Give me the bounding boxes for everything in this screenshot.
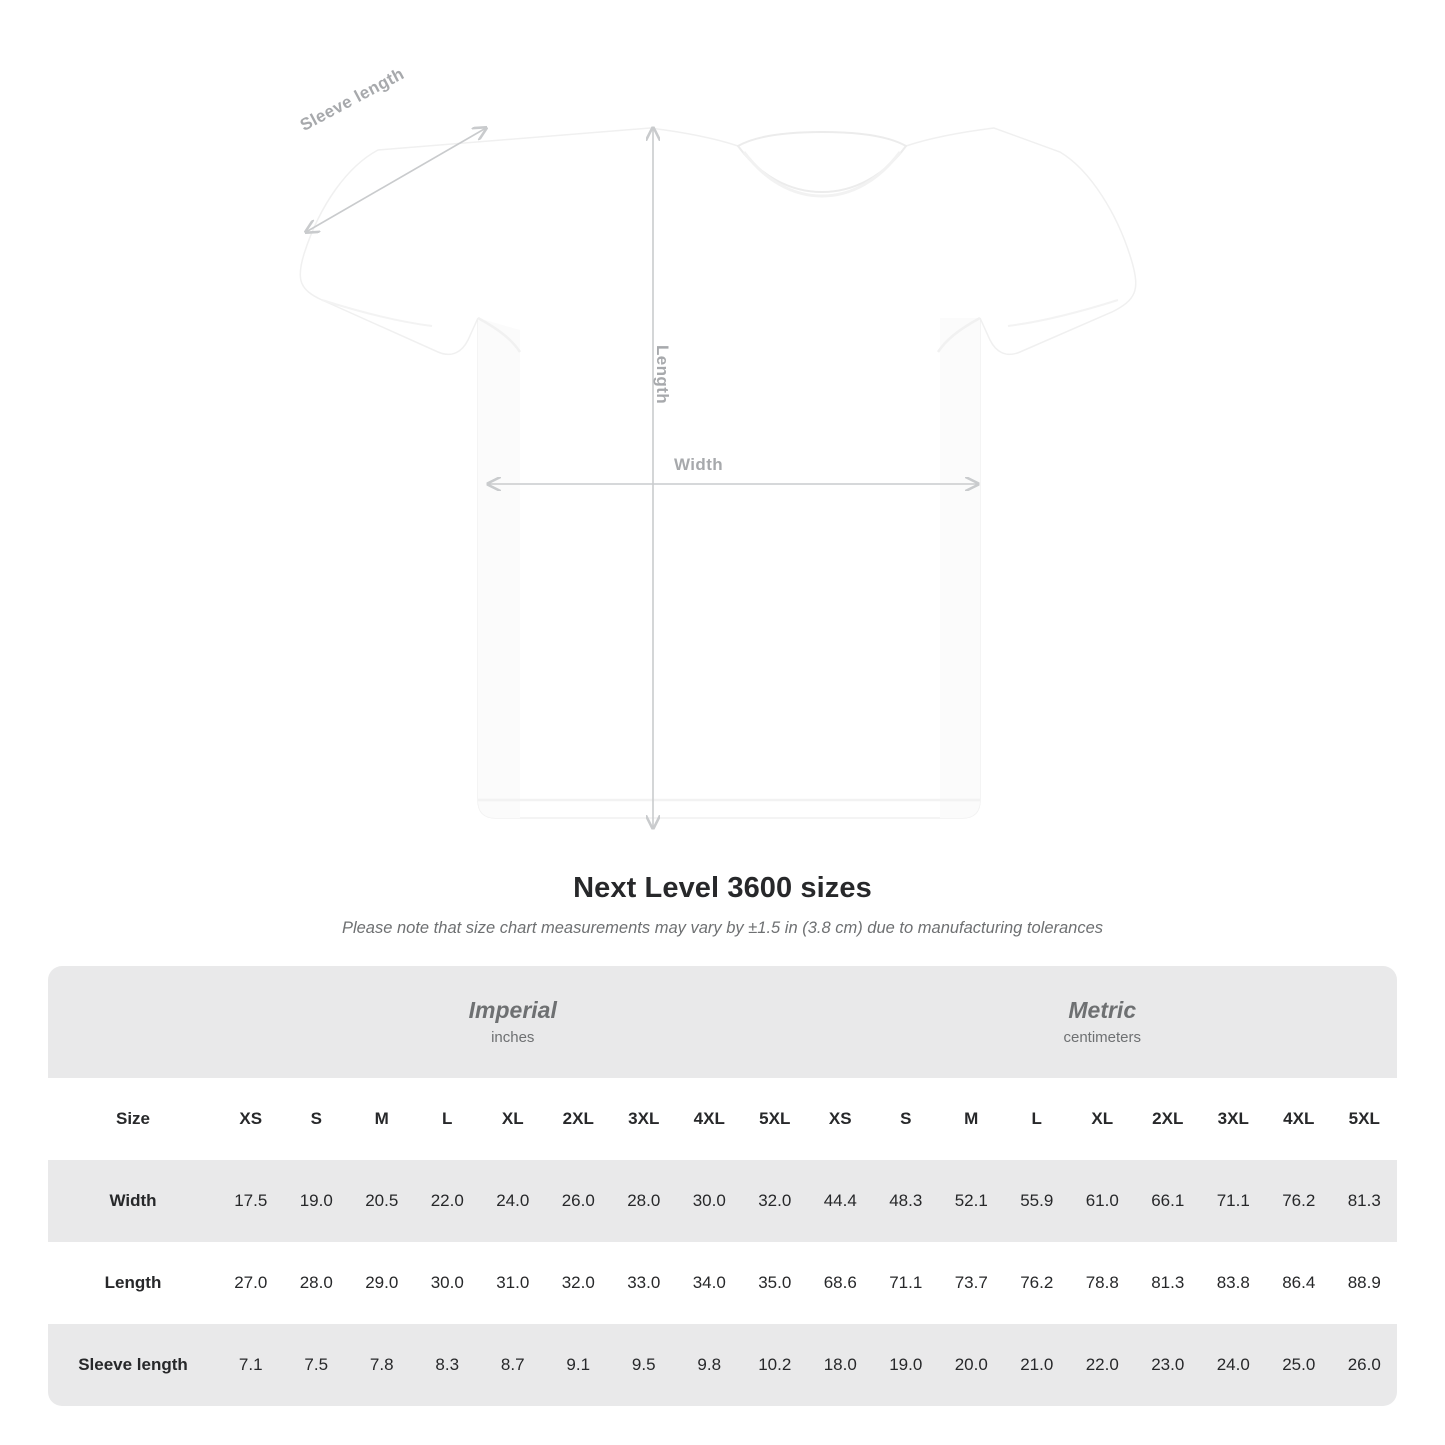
- cell: 8.7: [480, 1324, 546, 1406]
- size-table-wrap: [48, 966, 1397, 1406]
- size-header-cell: S: [284, 1078, 350, 1160]
- cell: 76.2: [1004, 1242, 1070, 1324]
- cell: 28.0: [284, 1242, 350, 1324]
- unit-group-metric-name: Metric: [1068, 996, 1137, 1023]
- width-label: Width: [674, 455, 724, 474]
- cell: 35.0: [742, 1242, 808, 1324]
- size-header-cell: 4XL: [1266, 1078, 1332, 1160]
- page-title: Next Level 3600 sizes: [573, 872, 872, 904]
- cell: 73.7: [939, 1242, 1005, 1324]
- row-label-sleeve-length: Sleeve length: [48, 1324, 218, 1406]
- cell: 88.9: [1332, 1242, 1398, 1324]
- cell: 10.2: [742, 1324, 808, 1406]
- cell: 8.3: [415, 1324, 481, 1406]
- cell: 20.0: [939, 1324, 1005, 1406]
- unit-group-metric-sub: centimeters: [1063, 1029, 1142, 1047]
- cell: 26.0: [1332, 1324, 1398, 1406]
- cell: 61.0: [1070, 1160, 1136, 1242]
- size-table: [48, 966, 1397, 1406]
- table-row: [48, 1324, 1397, 1406]
- cell: 17.5: [218, 1160, 284, 1242]
- cell: 20.5: [349, 1160, 415, 1242]
- size-header-label: Size: [48, 1078, 218, 1160]
- unit-group-metric: [808, 966, 1398, 1078]
- unit-group-imperial-name: Imperial: [468, 996, 557, 1023]
- size-header-row: [48, 1078, 1397, 1160]
- cell: 19.0: [873, 1324, 939, 1406]
- cell: 71.1: [1201, 1160, 1267, 1242]
- cell: 23.0: [1135, 1324, 1201, 1406]
- size-header-cell: L: [415, 1078, 481, 1160]
- cell: 9.1: [546, 1324, 612, 1406]
- unit-group-imperial-sub: inches: [491, 1029, 535, 1047]
- table-row: [48, 1160, 1397, 1242]
- cell: 81.3: [1332, 1160, 1398, 1242]
- cell: 86.4: [1266, 1242, 1332, 1324]
- cell: 30.0: [415, 1242, 481, 1324]
- unit-header-corner: [48, 966, 218, 1078]
- cell: 81.3: [1135, 1242, 1201, 1324]
- cell: 25.0: [1266, 1324, 1332, 1406]
- size-header-cell: M: [349, 1078, 415, 1160]
- size-header-cell: L: [1004, 1078, 1070, 1160]
- cell: 44.4: [808, 1160, 874, 1242]
- unit-group-imperial: [218, 966, 808, 1078]
- size-header-cell: 5XL: [742, 1078, 808, 1160]
- cell: 52.1: [939, 1160, 1005, 1242]
- size-header-cell: 4XL: [677, 1078, 743, 1160]
- cell: 26.0: [546, 1160, 612, 1242]
- cell: 29.0: [349, 1242, 415, 1324]
- cell: 22.0: [1070, 1324, 1136, 1406]
- cell: 18.0: [808, 1324, 874, 1406]
- cell: 24.0: [1201, 1324, 1267, 1406]
- cell: 32.0: [546, 1242, 612, 1324]
- cell: 66.1: [1135, 1160, 1201, 1242]
- cell: 9.5: [611, 1324, 677, 1406]
- size-header-cell: 3XL: [611, 1078, 677, 1160]
- size-header-cell: 5XL: [1332, 1078, 1398, 1160]
- sleeve-length-label: Sleeve length: [297, 64, 408, 135]
- cell: 31.0: [480, 1242, 546, 1324]
- size-header-cell: M: [939, 1078, 1005, 1160]
- cell: 34.0: [677, 1242, 743, 1324]
- cell: 71.1: [873, 1242, 939, 1324]
- cell: 78.8: [1070, 1242, 1136, 1324]
- size-header-cell: XL: [1070, 1078, 1136, 1160]
- row-label-width: Width: [48, 1160, 218, 1242]
- title-block: [0, 872, 1445, 938]
- size-header-cell: XS: [808, 1078, 874, 1160]
- row-label-length: Length: [48, 1242, 218, 1324]
- cell: 48.3: [873, 1160, 939, 1242]
- size-header-cell: S: [873, 1078, 939, 1160]
- cell: 28.0: [611, 1160, 677, 1242]
- cell: 30.0: [677, 1160, 743, 1242]
- size-header-cell: XL: [480, 1078, 546, 1160]
- cell: 9.8: [677, 1324, 743, 1406]
- table-row: [48, 1242, 1397, 1324]
- cell: 7.8: [349, 1324, 415, 1406]
- cell: 33.0: [611, 1242, 677, 1324]
- cell: 32.0: [742, 1160, 808, 1242]
- unit-header-row: [48, 966, 1397, 1078]
- size-header-cell: 3XL: [1201, 1078, 1267, 1160]
- cell: 27.0: [218, 1242, 284, 1324]
- size-header-cell: 2XL: [1135, 1078, 1201, 1160]
- cell: 68.6: [808, 1242, 874, 1324]
- cell: 7.1: [218, 1324, 284, 1406]
- length-label: Length: [653, 345, 672, 405]
- cell: 76.2: [1266, 1160, 1332, 1242]
- size-header-cell: XS: [218, 1078, 284, 1160]
- cell: 19.0: [284, 1160, 350, 1242]
- size-header-cell: 2XL: [546, 1078, 612, 1160]
- cell: 7.5: [284, 1324, 350, 1406]
- cell: 55.9: [1004, 1160, 1070, 1242]
- cell: 22.0: [415, 1160, 481, 1242]
- tolerance-note: Please note that size chart measurements may vary by ±1.5 in (3.8 cm) due to manufacturing tolerances: [341, 919, 1104, 937]
- cell: 24.0: [480, 1160, 546, 1242]
- cell: 21.0: [1004, 1324, 1070, 1406]
- cell: 83.8: [1201, 1242, 1267, 1324]
